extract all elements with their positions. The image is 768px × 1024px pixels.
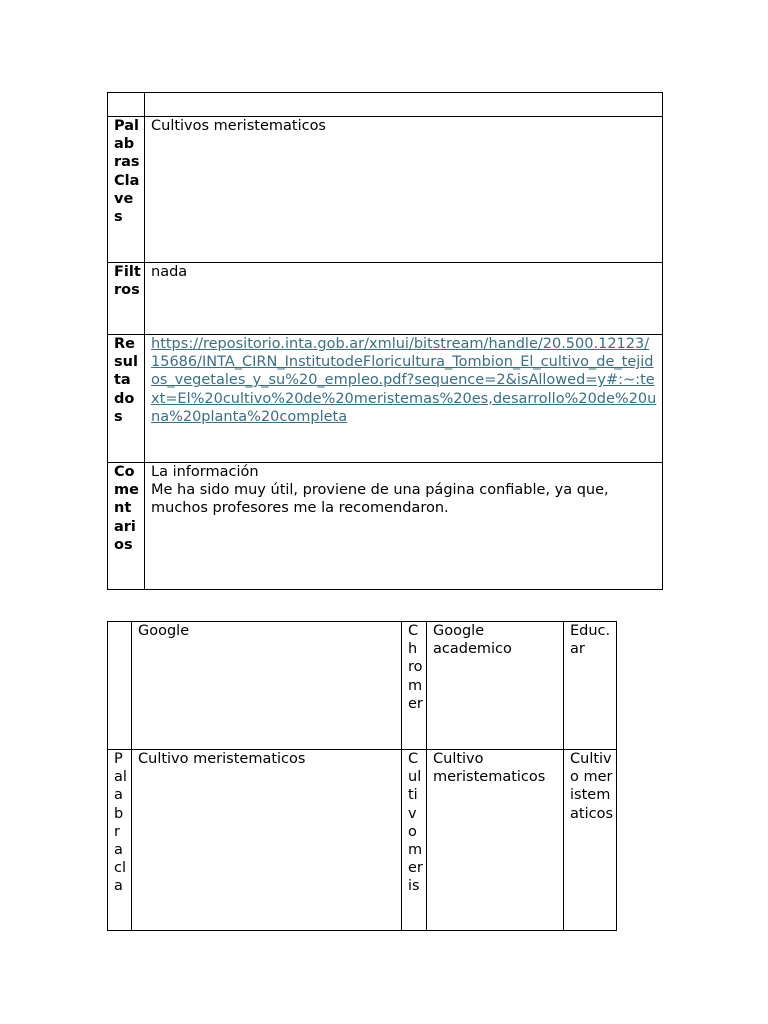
comments-heading: La información — [151, 464, 259, 480]
result-link[interactable]: https://repositorio.inta.gob.ar/xmlui/bitstream/handle/20.500.12123/15686/INTA_CIRN_InstitutodeFloricultura_Tombion_El_cultivo_de_tejidos_vegetales_y_su%20_empleo.pdf?sequence=2&isAllowed=y#:~:text=El%20cultivo%20de%20meristemas%20es,desarrollo%20de%20una%20planta%20completa — [151, 336, 657, 425]
table-row — [108, 622, 617, 750]
educar-keyword-cell: Cultivo meristematicos — [564, 750, 617, 931]
col-header-google: Google — [132, 622, 402, 750]
table-row — [108, 463, 663, 590]
table-row — [108, 93, 663, 117]
keywords-label: PalabrasClaves — [108, 117, 145, 263]
search-engines-table — [107, 621, 617, 931]
chromer-keyword-cell: Cultivomeris — [402, 750, 427, 931]
results-value — [145, 335, 663, 463]
table-row — [108, 750, 617, 931]
filters-label: Filtros — [108, 263, 145, 335]
empty-header-label-cell — [108, 93, 145, 117]
comments-label: Comentarios — [108, 463, 145, 590]
keywords-value: Cultivos meristematicos — [145, 117, 663, 263]
table-row — [108, 335, 663, 463]
row-header-palabra-clave: Palabracla — [108, 750, 132, 931]
col-header-google-academico: Google academico — [427, 622, 564, 750]
empty-header-content-cell — [145, 93, 663, 117]
results-label: Resultados — [108, 335, 145, 463]
google-keyword-cell: Cultivo meristematicos — [132, 750, 402, 931]
corner-cell — [108, 622, 132, 750]
google-academico-keyword-cell: Cultivo meristematicos — [427, 750, 564, 931]
filters-value: nada — [145, 263, 663, 335]
table-row — [108, 117, 663, 263]
comments-value — [145, 463, 663, 590]
col-header-educar: Educ.ar — [564, 622, 617, 750]
comments-text: Me ha sido muy útil, proviene de una página confiable, ya que, muchos profesores me la recomendaron. — [151, 482, 609, 517]
col-header-chromer: Chromer — [402, 622, 427, 750]
search-log-table — [107, 92, 663, 590]
table-row — [108, 263, 663, 335]
